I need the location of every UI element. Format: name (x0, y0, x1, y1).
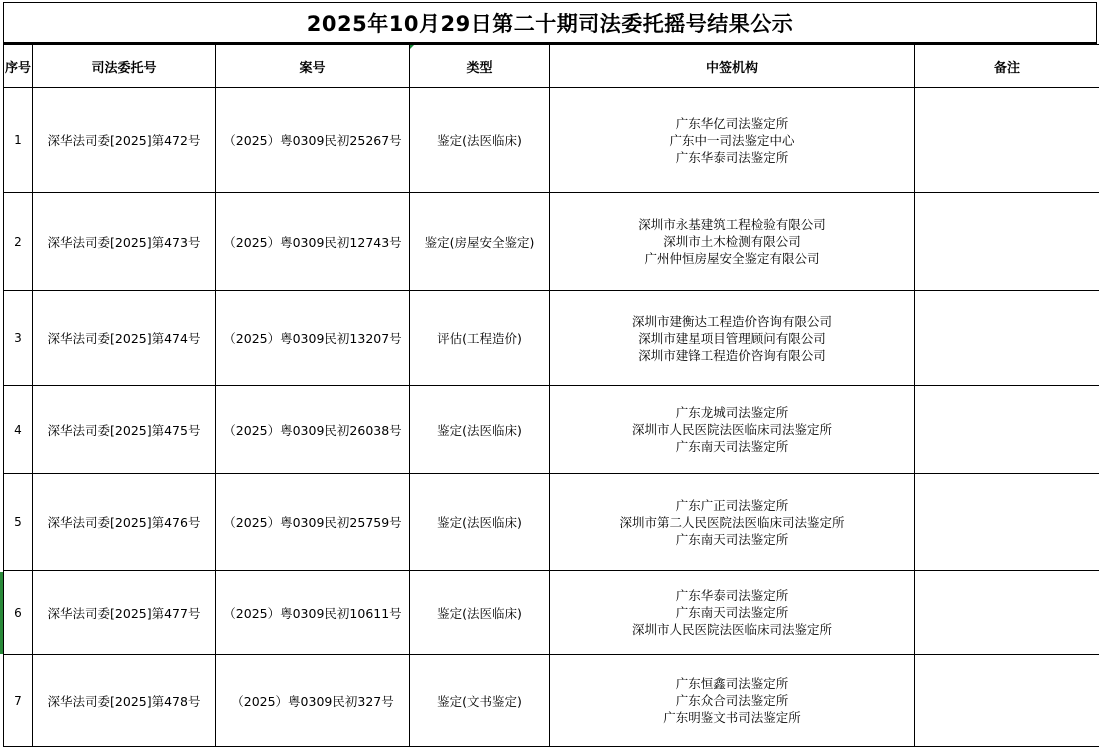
institution-name: 广东南天司法鉴定所 (675, 531, 789, 547)
cell-case-no[interactable]: （2025）粤0309民初25267号 (216, 88, 410, 193)
header-seq[interactable]: 序号 (4, 45, 33, 88)
table-row (4, 193, 1099, 291)
institution-name: 广东华泰司法鉴定所 (675, 588, 789, 603)
cell-remarks[interactable] (915, 386, 1099, 474)
cell-entrust-no[interactable]: 深华法司委[2025]第472号 (33, 88, 216, 193)
header-remarks[interactable]: 备注 (915, 45, 1099, 88)
institution-name: 广东南天司法鉴定所 (675, 439, 789, 454)
cell-type[interactable]: 评估(工程造价) (410, 291, 550, 386)
results-table (3, 44, 1099, 747)
institution-name: 广东龙城司法鉴定所 (675, 405, 789, 420)
cell-institutions[interactable] (550, 193, 915, 291)
header-institutions[interactable]: 中签机构 (550, 45, 915, 88)
header-case-no[interactable]: 案号 (216, 45, 410, 88)
institution-name: 深圳市建星项目管理顾问有限公司 (638, 330, 826, 346)
cell-institutions[interactable] (550, 88, 915, 193)
cell-type[interactable]: 鉴定(文书鉴定) (410, 655, 550, 747)
cell-case-no[interactable]: （2025）粤0309民初327号 (216, 655, 410, 747)
institution-name: 深圳市第二人民医院法医临床司法鉴定所 (619, 514, 845, 530)
institution-name: 广东恒鑫司法鉴定所 (675, 676, 789, 691)
institution-name: 广东中一司法鉴定中心 (669, 132, 795, 148)
cell-type[interactable]: 鉴定(房屋安全鉴定) (410, 193, 550, 291)
cell-seq[interactable]: 1 (4, 88, 33, 193)
table-row (4, 474, 1099, 571)
sheet-title[interactable]: 2025年10月29日第二十期司法委托摇号结果公示 (3, 2, 1097, 44)
institution-name: 广东众合司法鉴定所 (675, 693, 789, 708)
cell-entrust-no[interactable]: 深华法司委[2025]第475号 (33, 386, 216, 474)
table-row (4, 386, 1099, 474)
cell-case-no[interactable]: （2025）粤0309民初25759号 (216, 474, 410, 571)
cell-institutions[interactable] (550, 291, 915, 386)
institution-name: 深圳市人民医院法医临床司法鉴定所 (631, 622, 832, 637)
table-row (4, 655, 1099, 747)
cell-seq[interactable]: 6 (4, 571, 33, 655)
cell-type[interactable]: 鉴定(法医临床) (410, 386, 550, 474)
cell-case-no[interactable]: （2025）粤0309民初26038号 (216, 386, 410, 474)
table-row (4, 571, 1099, 655)
cell-case-no[interactable]: （2025）粤0309民初10611号 (216, 571, 410, 655)
table-row (4, 88, 1099, 193)
institution-name: 深圳市土木检测有限公司 (663, 234, 801, 249)
cell-seq[interactable]: 7 (4, 655, 33, 747)
cell-case-no[interactable]: （2025）粤0309民初13207号 (216, 291, 410, 386)
institution-name: 广东广正司法鉴定所 (675, 497, 789, 513)
cell-seq[interactable]: 4 (4, 386, 33, 474)
cell-type[interactable]: 鉴定(法医临床) (410, 88, 550, 193)
cell-seq[interactable]: 2 (4, 193, 33, 291)
cell-institutions[interactable] (550, 571, 915, 655)
cell-entrust-no[interactable]: 深华法司委[2025]第477号 (33, 571, 216, 655)
cell-case-no[interactable]: （2025）粤0309民初12743号 (216, 193, 410, 291)
header-type[interactable]: 类型 (410, 45, 550, 88)
cell-entrust-no[interactable]: 深华法司委[2025]第473号 (33, 193, 216, 291)
cell-institutions[interactable] (550, 655, 915, 747)
institution-name: 深圳市建衡达工程造价咨询有限公司 (631, 313, 832, 329)
cell-entrust-no[interactable]: 深华法司委[2025]第478号 (33, 655, 216, 747)
cell-type[interactable]: 鉴定(法医临床) (410, 474, 550, 571)
table-row (4, 291, 1099, 386)
cell-remarks[interactable] (915, 571, 1099, 655)
header-row (4, 45, 1099, 88)
institution-name: 深圳市永基建筑工程检验有限公司 (638, 217, 826, 232)
institution-name: 广东华泰司法鉴定所 (675, 149, 789, 165)
cell-remarks[interactable] (915, 291, 1099, 386)
institution-name: 深圳市人民医院法医临床司法鉴定所 (631, 422, 832, 437)
header-entrust-no[interactable]: 司法委托号 (33, 45, 216, 88)
cell-seq[interactable]: 3 (4, 291, 33, 386)
cell-entrust-no[interactable]: 深华法司委[2025]第474号 (33, 291, 216, 386)
institution-name: 广东明鉴文书司法鉴定所 (663, 710, 801, 725)
cell-remarks[interactable] (915, 655, 1099, 747)
institution-name: 广州仲恒房屋安全鉴定有限公司 (644, 251, 820, 266)
institution-name: 深圳市建锋工程造价咨询有限公司 (638, 347, 826, 363)
institution-name: 广东南天司法鉴定所 (675, 605, 789, 620)
cell-seq[interactable]: 5 (4, 474, 33, 571)
cell-remarks[interactable] (915, 193, 1099, 291)
cell-institutions[interactable] (550, 474, 915, 571)
cell-institutions[interactable] (550, 386, 915, 474)
cell-remarks[interactable] (915, 88, 1099, 193)
cell-type[interactable]: 鉴定(法医临床) (410, 571, 550, 655)
institution-name: 广东华亿司法鉴定所 (675, 115, 789, 131)
cell-entrust-no[interactable]: 深华法司委[2025]第476号 (33, 474, 216, 571)
cell-remarks[interactable] (915, 474, 1099, 571)
